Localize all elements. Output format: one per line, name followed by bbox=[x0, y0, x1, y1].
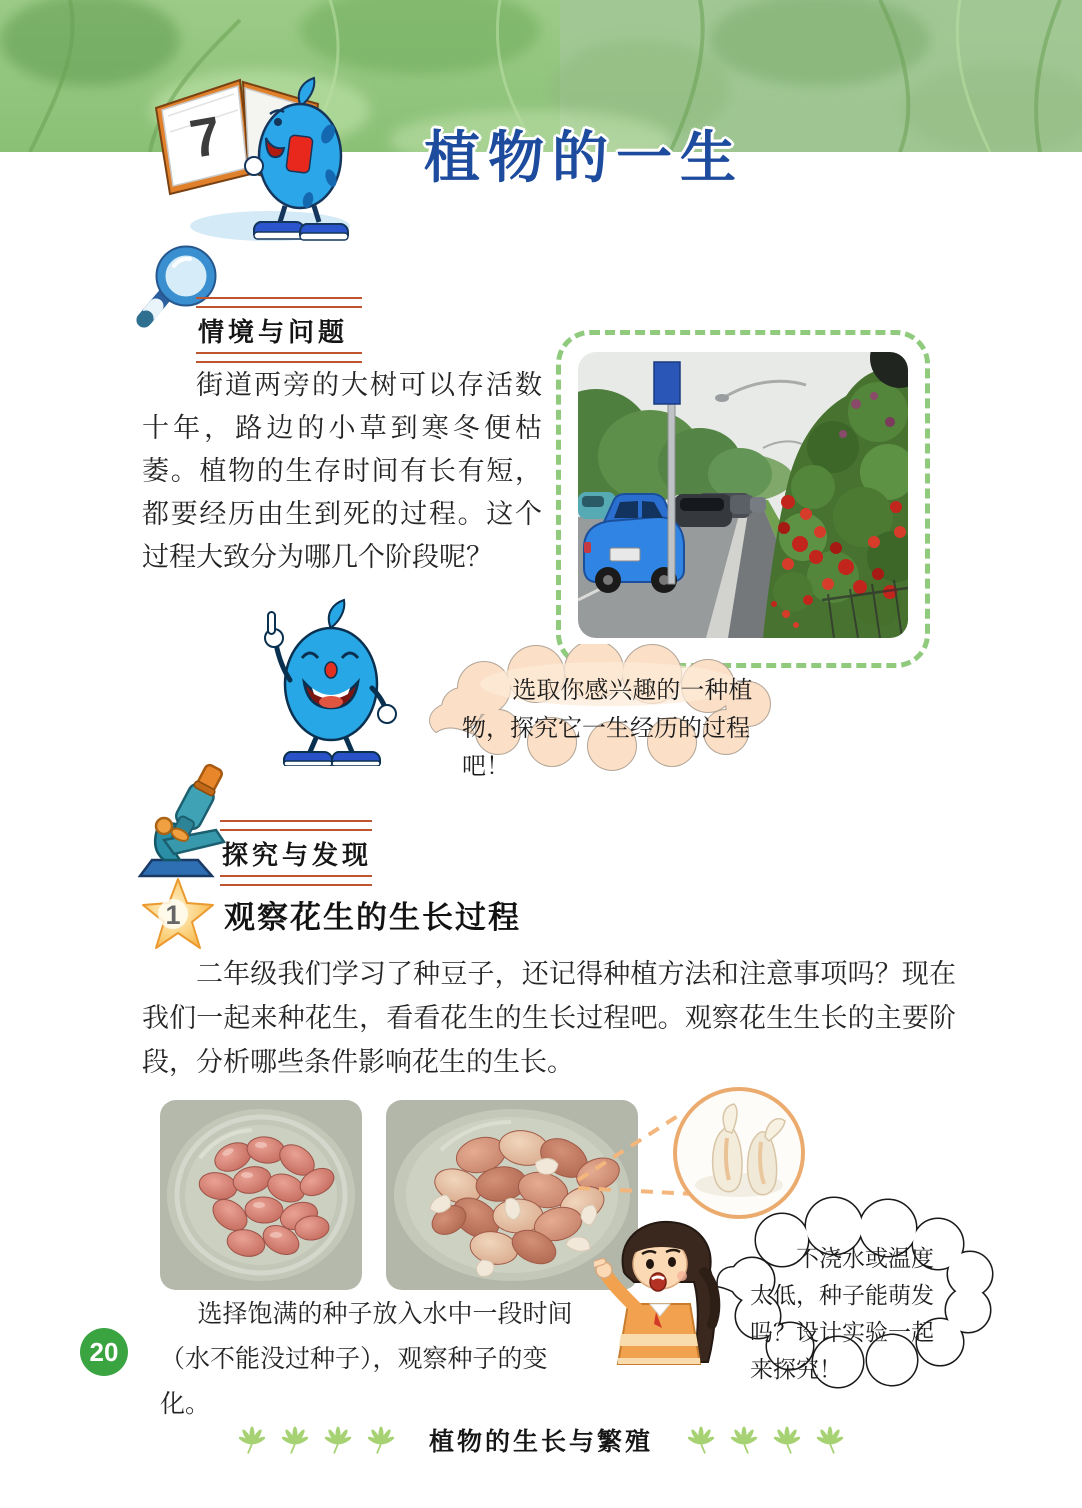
activity-number: 1 bbox=[165, 900, 181, 930]
section-header-situation bbox=[196, 297, 362, 363]
double-rule-top bbox=[220, 820, 372, 831]
leaf-icon bbox=[815, 1420, 845, 1460]
exploration-paragraph: 二年级我们学习了种豆子，还记得种植方法和注意事项吗？现在我们一起来种花生，看看花生的生长过程吧。观察花生生长的主要阶段，分析哪些条件影响花生的生长。 bbox=[142, 959, 956, 1077]
page-number-badge bbox=[80, 1328, 128, 1376]
double-rule-top bbox=[196, 297, 362, 308]
mascot-pointing-illustration bbox=[246, 596, 411, 766]
star-badge bbox=[140, 876, 216, 952]
leaf-icon bbox=[366, 1420, 396, 1460]
section-header-exploration bbox=[220, 820, 372, 886]
street-photo bbox=[578, 352, 908, 638]
dry-peanut-seeds-photo bbox=[160, 1100, 362, 1290]
activity-title: 观察花生的生长过程 bbox=[224, 900, 521, 935]
leaf-icon bbox=[729, 1420, 759, 1460]
footer-unit-title: 植物的生长与繁殖 bbox=[428, 1428, 653, 1456]
photo-caption: 选择饱满的种子放入水中一段时间（水不能没过种子），观察种子的变化。 bbox=[160, 1301, 573, 1418]
leaf-icon bbox=[686, 1420, 716, 1460]
lesson-number: 7 bbox=[185, 105, 226, 170]
mascot-sneakers bbox=[254, 222, 348, 240]
girl-bubble-text: 不浇水或温度太低，种子能萌发吗？设计实验一起来探究！ bbox=[750, 1246, 934, 1382]
leaf-icon bbox=[237, 1420, 267, 1460]
page-title: 植物的一生 bbox=[424, 126, 744, 189]
mascot-reading-book-illustration bbox=[148, 76, 380, 248]
leaf-icon bbox=[280, 1420, 310, 1460]
leaf-icon bbox=[772, 1420, 802, 1460]
double-rule-bottom bbox=[196, 352, 362, 363]
pointing-hand bbox=[265, 612, 283, 647]
double-rule-bottom bbox=[220, 875, 372, 886]
leaf-icon bbox=[323, 1420, 353, 1460]
pointing-hand bbox=[594, 1258, 612, 1278]
mascot-bubble-text: 选取你感兴趣的一种植物，探究它一生经历的过程吧！ bbox=[462, 678, 753, 780]
section-title: 情境与问题 bbox=[198, 317, 349, 347]
footer bbox=[0, 1420, 1082, 1460]
section-title: 探究与发现 bbox=[222, 840, 373, 870]
situation-paragraph: 街道两旁的大树可以存活数十年，路边的小草到寒冬便枯萎。植物的生存时间有长有短，都要经历由生到死的过程。这个过程大致分为哪几个阶段呢？ bbox=[142, 370, 542, 572]
page-number: 20 bbox=[89, 1336, 119, 1367]
girl-pointing-illustration bbox=[594, 1212, 739, 1387]
